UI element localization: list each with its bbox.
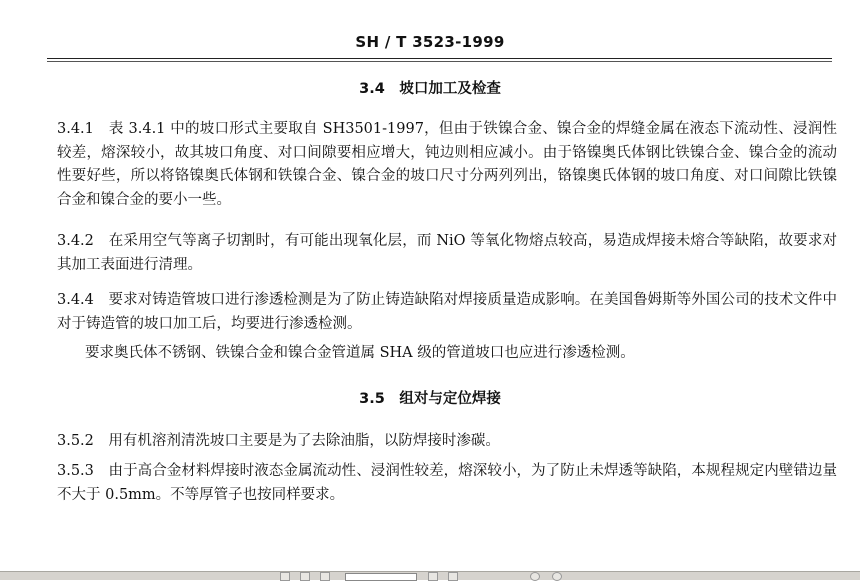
paragraph-3-4-1: 3.4.1 表 3.4.1 中的坡口形式主要取自 SH3501-1997，但由于铁镍合金、镍合金的焊缝金属在液态下流动性、浸润性较差，熔深较小，故其坡口角度、对口间隙要相应增大，钝边则相应减小。由于铬镍奥氏体钢比铁镍合金、镍合金的流动性要好些，所以将铬镍奥氏体钢和铁镍合金、镍合金的坡口尺寸分两列列出，铬镍奥氏体钢的坡口角度、对口间隙比铁镍合金和镍合金的要小一些。: [57, 121, 837, 208]
section-3-4-title: 3.4 坡口加工及检查: [359, 81, 501, 97]
section-3-5-title: 3.5 组对与定位焊接: [359, 391, 501, 407]
paragraph-3-4-4-continued: 要求奥氏体不锈钢、铁镍合金和镍合金管道属 SHA 级的管道坡口也应进行渗透检测。: [85, 345, 635, 361]
paragraph-3-4-2: 3.4.2 在采用空气等离子切割时，有可能出现氧化层，而 NiO 等氧化物熔点较高，易造成焊接未熔合等缺陷，故要求对其加工表面进行清理。: [57, 233, 837, 273]
viewer-status-bar: [0, 571, 860, 580]
standard-code-header: SH / T 3523-1999: [355, 33, 505, 51]
paragraph-3-5-3: 3.5.3 由于高合金材料焊接时液态金属流动性、浸润性较差，熔深较小，为了防止未焊透等缺陷，本规程规定内壁错边量不大于 0.5mm。不等厚管子也按同样要求。: [57, 463, 837, 503]
paragraph-3-4-4: 3.4.4 要求对铸造管坡口进行渗透检测是为了防止铸造缺陷对焊接质量造成影响。在美国鲁姆斯等外国公司的技术文件中对于铸造管的坡口加工后，均要进行渗透检测。: [57, 292, 837, 332]
header-rule: [47, 58, 832, 59]
header-rule-thin: [47, 61, 832, 62]
paragraph-3-5-2: 3.5.2 用有机溶剂清洗坡口主要是为了去除油脂，以防焊接时渗碳。: [57, 433, 500, 449]
